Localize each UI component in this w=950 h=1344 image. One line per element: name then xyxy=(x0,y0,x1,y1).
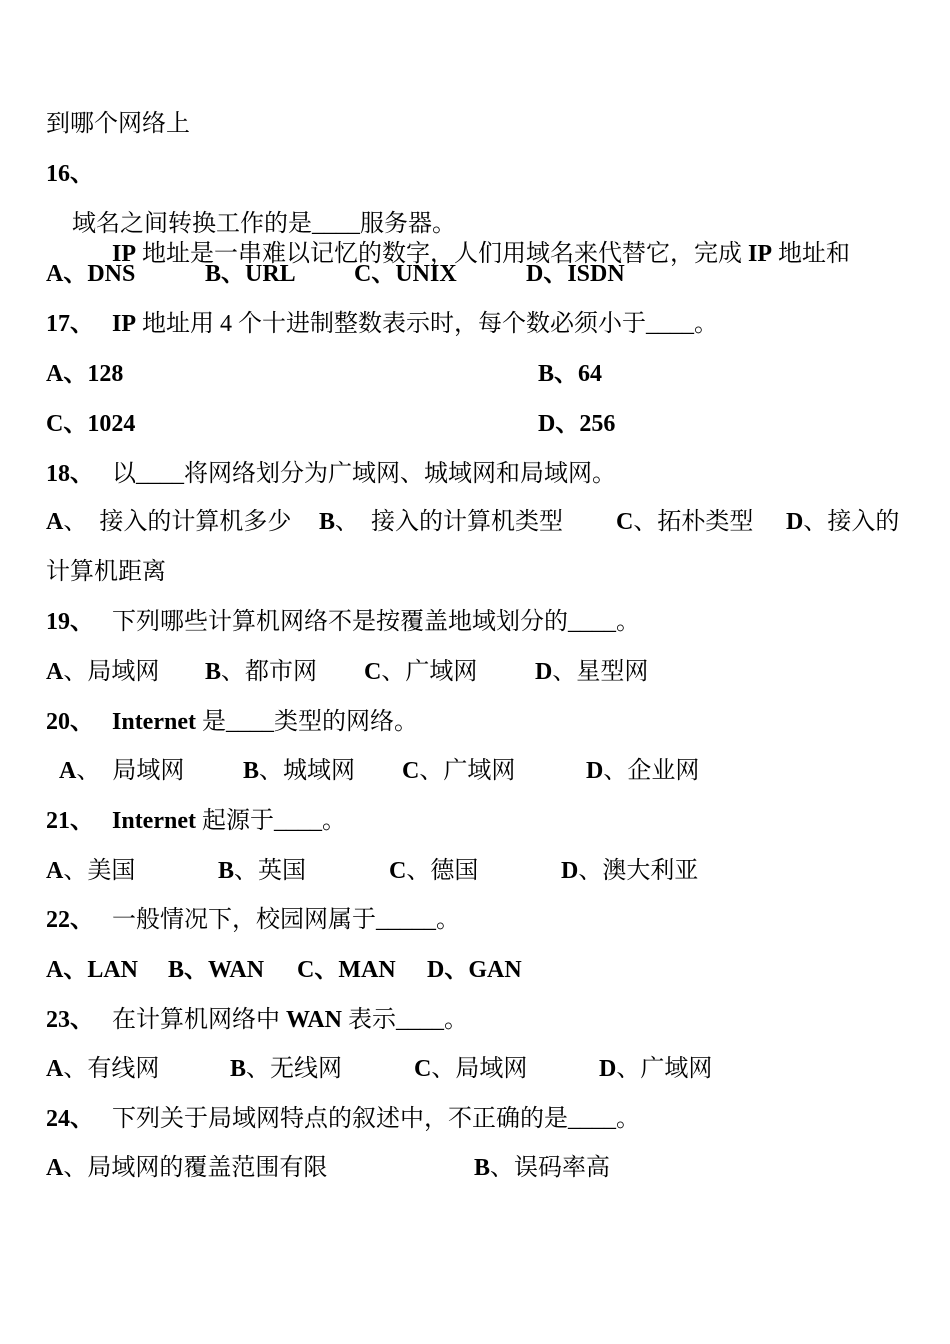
question-17-options-row1 xyxy=(0,354,950,394)
option-d: D、星型网 xyxy=(535,659,649,685)
question-17-options-row2 xyxy=(0,404,950,444)
question-18-options xyxy=(0,502,950,542)
option-d: D、广域网 xyxy=(599,1056,713,1082)
option-a: A、美国 xyxy=(46,858,136,884)
question-22-options xyxy=(0,950,950,990)
question-20 xyxy=(0,702,950,742)
question-number: 18、 xyxy=(46,461,94,487)
question-stem: IP 地址用 4 个十进制整数表示时，每个数必须小于____。 xyxy=(112,311,718,337)
question-17 xyxy=(0,304,950,344)
option-c: C、1024 xyxy=(46,411,136,437)
question-16-options xyxy=(0,254,950,294)
question-number: 17、 xyxy=(46,311,94,337)
question-number: 21、 xyxy=(46,808,94,834)
question-20-options xyxy=(0,751,950,791)
question-21 xyxy=(0,801,950,841)
option-c: C、UNIX xyxy=(354,261,457,287)
option-b: B、都市网 xyxy=(205,659,318,685)
option-d: D、企业网 xyxy=(586,758,700,784)
option-b: B、英国 xyxy=(218,858,307,884)
question-stem: Internet 起源于____。 xyxy=(112,808,346,834)
option-b: B、WAN xyxy=(168,957,265,983)
question-24 xyxy=(0,1099,950,1139)
stem-text: 地址是一串难以记忆的数字，人们用域名来代替它，完成 xyxy=(136,241,748,267)
question-16-line2 xyxy=(0,204,950,244)
option-b: B、城域网 xyxy=(243,758,356,784)
question-23 xyxy=(0,1000,950,1040)
option-c: C、MAN xyxy=(297,957,396,983)
option-d-continuation: 计算机距离 xyxy=(46,559,166,585)
question-21-options xyxy=(0,851,950,891)
question-stem: 在计算机网络中 WAN 表示____。 xyxy=(112,1007,469,1033)
option-c: C、广域网 xyxy=(364,659,478,685)
option-a: A、 局域网 xyxy=(59,758,185,784)
continuation-line xyxy=(0,104,950,144)
question-number: 23、 xyxy=(46,1007,94,1033)
option-a: A、局域网 xyxy=(46,659,160,685)
option-b: B、64 xyxy=(538,361,603,387)
option-a: A、LAN xyxy=(46,957,139,983)
option-b: B、 接入的计算机类型 xyxy=(319,509,564,535)
option-d: D、接入的 xyxy=(786,509,900,535)
question-18-options-cont xyxy=(0,552,950,592)
stem-text: 地址和 xyxy=(772,241,850,267)
option-c: C、拓朴类型 xyxy=(616,509,754,535)
question-24-options xyxy=(0,1148,950,1188)
question-number: 20、 xyxy=(46,709,94,735)
option-b: B、URL xyxy=(205,261,296,287)
question-number: 24、 xyxy=(46,1106,94,1132)
option-c: C、局域网 xyxy=(414,1056,528,1082)
option-a: A、局域网的覆盖范围有限 xyxy=(46,1155,328,1181)
option-c: C、广域网 xyxy=(402,758,516,784)
option-a: A、有线网 xyxy=(46,1056,160,1082)
ip-term: IP xyxy=(112,311,136,337)
option-b: B、无线网 xyxy=(230,1056,343,1082)
option-a: A、 接入的计算机多少 xyxy=(46,509,292,535)
question-18 xyxy=(0,454,950,494)
question-stem-line2: 域名之间转换工作的是____服务器。 xyxy=(72,211,456,237)
ip-term: IP xyxy=(748,241,772,267)
option-d: D、GAN xyxy=(427,957,522,983)
question-stem: 一般情况下，校园网属于_____。 xyxy=(112,907,460,933)
question-19-options xyxy=(0,652,950,692)
continuation-text: 到哪个网络上 xyxy=(46,111,190,137)
option-d: D、澳大利亚 xyxy=(561,858,699,884)
option-c: C、德国 xyxy=(389,858,479,884)
question-stem: Internet 是____类型的网络。 xyxy=(112,709,418,735)
question-number: 22、 xyxy=(46,907,94,933)
option-a: A、128 xyxy=(46,361,124,387)
option-d: D、256 xyxy=(538,411,616,437)
question-stem: 下列关于局域网特点的叙述中，不正确的是____。 xyxy=(112,1106,640,1132)
question-23-options xyxy=(0,1049,950,1089)
ip-term: IP xyxy=(112,241,136,267)
question-stem: 下列哪些计算机网络不是按覆盖地域划分的____。 xyxy=(112,609,640,635)
question-22 xyxy=(0,900,950,940)
question-number: 19、 xyxy=(46,609,94,635)
question-stem: 以____将网络划分为广域网、城域网和局域网。 xyxy=(112,461,616,487)
option-b: B、误码率高 xyxy=(474,1155,611,1181)
option-a: A、DNS xyxy=(46,261,136,287)
question-19 xyxy=(0,602,950,642)
option-d: D、ISDN xyxy=(526,261,625,287)
question-number: 16、 xyxy=(46,161,94,187)
